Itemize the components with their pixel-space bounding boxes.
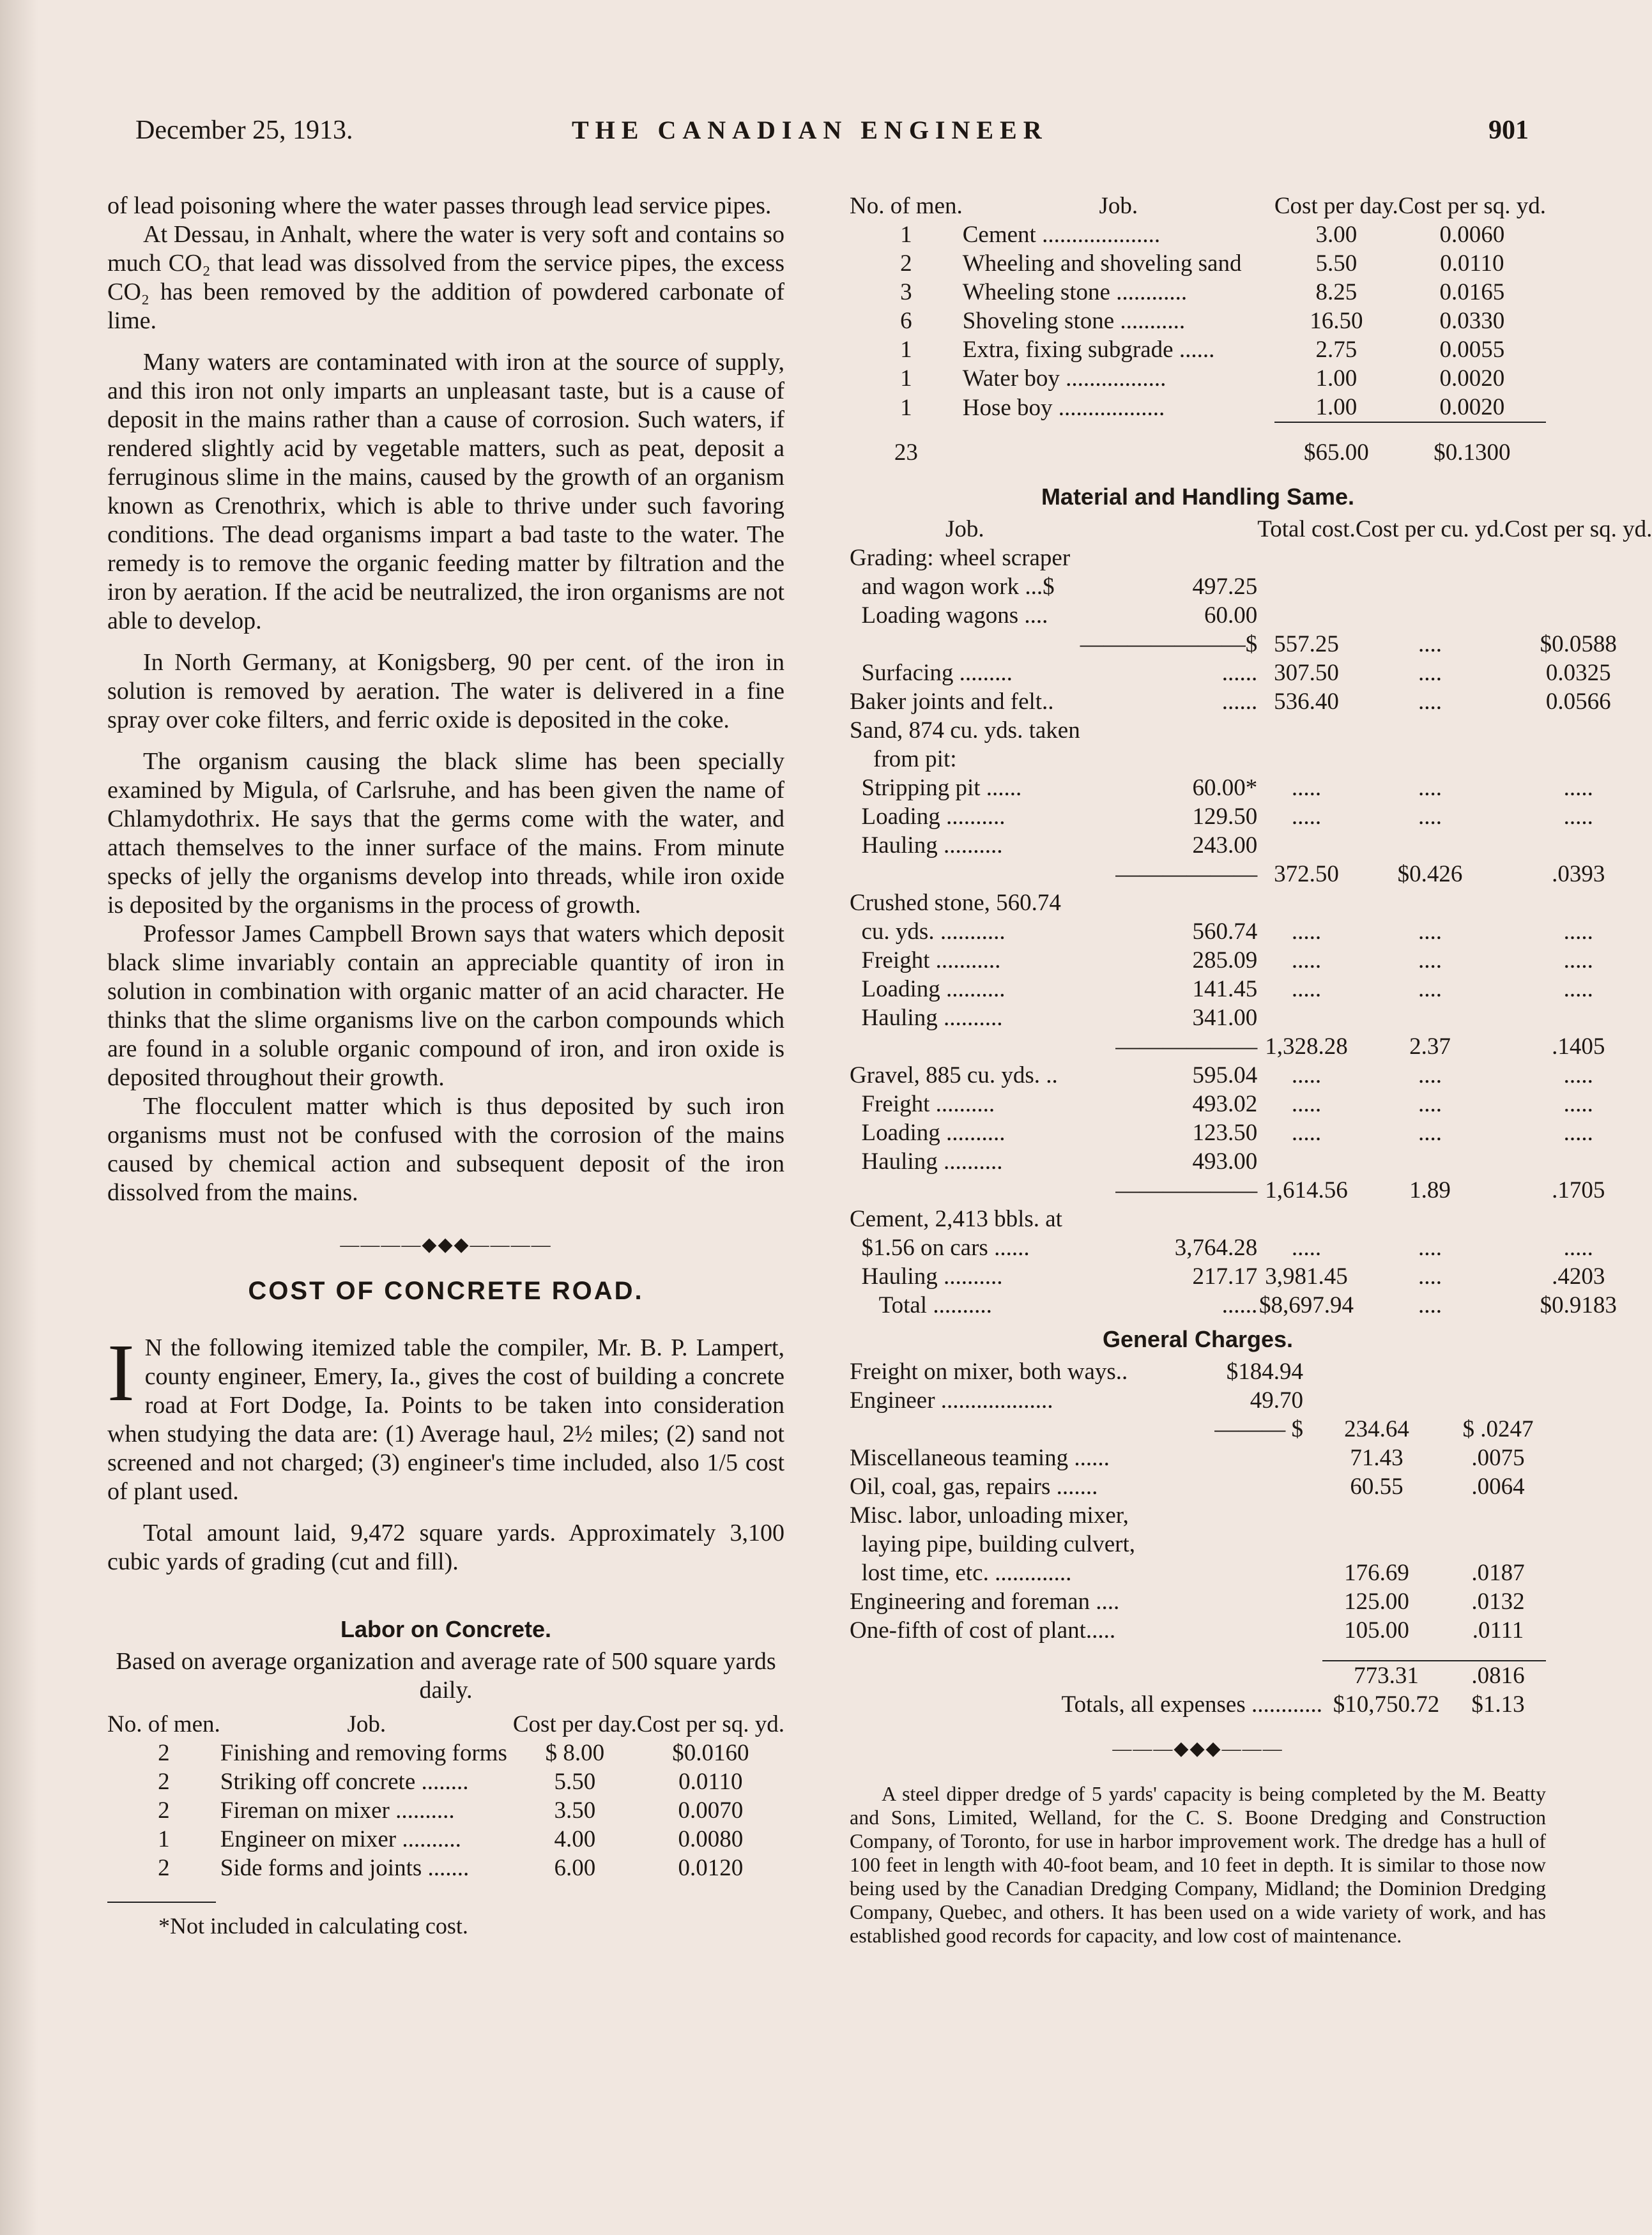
table-row: 1 Extra, fixing subgrade ...... 2.75 0.0055 [900,337,1505,363]
col-men: No. of men. [850,193,963,219]
table-row: Engineering and foreman .... 125.00 .0132 [850,1589,1525,1615]
table-row: Engineer ................... 49.70 [850,1387,1303,1414]
footnote: *Not included in calculating cost. [158,1913,468,1939]
col-total: Total cost. [1257,516,1356,542]
col-per-sq: Cost per sq. yd. [1398,193,1546,219]
col-per-sq: Cost per sq. yd. [1504,516,1652,542]
col-per-cu: Cost per cu. yd. [1355,516,1505,542]
col-job: Job. [1099,193,1138,219]
journal-title: THE CANADIAN ENGINEER [572,116,1048,144]
table-row: —————— 372.50 $0.426 .0393 [1115,861,1605,887]
table-row: Surfacing ......... ...... 307.50 .... 0.0325 [850,660,1611,686]
table-row: Gravel, 885 cu. yds. .. 595.04 ..... .... ..... [850,1062,1593,1088]
table-row: One-fifth of cost of plant..... 105.00 .0111 [850,1617,1524,1644]
table-row: Loading wagons .... 60.00 [850,602,1258,629]
col-job: Job. [945,516,984,542]
table-row: Baker joints and felt.. ...... 536.40 .... 0.0566 [850,689,1611,715]
table-row: Cement, 2,413 bbls. at [850,1206,1062,1232]
labor-subtitle: Based on average organization and average rate of 500 square yards daily. [116,1648,776,1704]
section-ornament: ————◆◆◆———— [340,1234,552,1255]
grand-total-row: Totals, all expenses ............ $10,750.72 $1.13 [1061,1691,1525,1718]
article-intro [107,1327,784,1506]
table-row: 2 Finishing and removing forms $ 8.00 $0.0160 [158,1740,749,1766]
table-row: Loading .......... 129.50 ..... .... ..... [850,804,1593,830]
general-title: General Charges. [1102,1326,1294,1352]
table-row: ———————$ 557.25 .... $0.0588 [1080,631,1617,657]
table-row: 2 Wheeling and shoveling sand 5.50 0.0110 [900,250,1504,277]
table-row: ——— $ 234.64 $ .0247 [1214,1416,1534,1442]
issue-date: December 25, 1913. [135,116,353,145]
paragraph: The organism causing the black slime has been specially examined by Migula, of Carlsruhe, and has been given the name of Chlamydothrix. He says that the germs come with the water, and attach themselves to the inner surface of the mains. From minute specks of jelly the organisms develop into threads, while iron oxide is deposited by the organisms in the process of growth. [107,748,784,919]
section-ornament: ———◆◆◆——— [1112,1738,1283,1759]
col-per-day: Cost per day. [1274,193,1398,219]
dredge-note: A steel dipper dredge of 5 yards' capacity is being completed by the M. Beatty and Sons, Limited, Welland, for the C. S. Boone Dredging and Construction Company, of Toronto, for use in harbor improvement work. The dredge has a hull of 100 feet in length with 40-foot beam, and 10 feet in depth. It is similar to those now being used by the Canadian Dredging Company, Midland; the Dominion Dredging Company, Quebec, and others. It has been used on a wide variety of work, and has established good records for capacity, and low cost of maintenance. [850,1782,1546,1947]
table-row: cu. yds. ........... 560.74 ..... .... ..... [850,919,1593,945]
col-per-day: Cost per day. [512,1711,637,1737]
labor-table [107,1710,784,1882]
table-row: Freight on mixer, both ways.. $184.94 [850,1359,1303,1385]
table-row: 6 Shoveling stone ........... 16.50 0.0330 [900,308,1505,334]
table-row: —————— 1,328.28 2.37 .1405 [1115,1034,1605,1060]
labor-title: Labor on Concrete. [340,1616,552,1642]
table-row: Hauling .......... 243.00 [850,832,1258,858]
table-row: Hauling .......... 217.17 3,981.45 .... .4203 [850,1263,1605,1290]
table-row: 3 Wheeling stone ............ 8.25 0.0165 [900,279,1505,305]
table-row: 1 Water boy ................. 1.00 0.0020 [900,365,1505,392]
total-laid: Total amount laid, 9,472 square yards. Approximately 3,100 cubic yards of grading (cut and fill). [107,1520,784,1575]
table-row: Hauling .......... 341.00 [850,1005,1258,1031]
paragraph: The flocculent matter which is thus deposited by such iron organisms must not be confused with the corrosion of the mains caused by chemical action and subsequent deposit of the iron dissolved from the mains. [107,1093,784,1206]
col-per-sq: Cost per sq. yd. [636,1711,784,1737]
table-row: lost time, etc. ............. 176.69 .0187 [850,1560,1525,1586]
material-title: Material and Handling Same. [1041,484,1355,510]
general-table [850,1357,1546,1645]
right-column [850,192,1652,1948]
col-men: No. of men. [107,1711,220,1737]
table-row: Stripping pit ...... 60.00* ..... .... ..... [850,775,1593,801]
table-row: Miscellaneous teaming ...... 71.43 .0075 [850,1445,1525,1471]
table-row: from pit: [850,746,957,772]
table-row: Sand, 874 cu. yds. taken [850,717,1080,744]
table-row: 2 Striking off concrete ........ 5.50 0.0110 [158,1769,743,1795]
table-row: Misc. labor, unloading mixer, [850,1502,1129,1529]
table-row: 1 Hose boy .................. 1.00 0.0020 [900,394,1505,421]
table-row: Freight ........... 285.09 ..... .... ..... [850,947,1593,973]
subtotal-row: 773.31 .0816 [850,1661,1546,1690]
table-row: Freight .......... 493.02 ..... .... ..... [850,1091,1593,1117]
table-row: —————— 1,614.56 1.89 .1705 [1115,1177,1605,1203]
page-number: 901 [1488,116,1529,145]
table-row: Crushed stone, 560.74 [850,890,1061,916]
paragraph: Many waters are contaminated with iron at the source of supply, and this iron not only imparts an unpleasant taste, but is a cause of deposit in the mains rather than a cause of corrosion. Such waters, if rendered slightly acid by vegetable matters, such as peat, deposit a ferruginous slime in the mains, caused by the growth of an organism known as Crenothrix, which is able to thrive under such favoring conditions. The dead organisms impart a bad taste to the water. The remedy is to remove the organic feeding matter by filtration and the iron by aeration. If the acid be neutralized, the iron organisms are not able to develop. [107,349,784,634]
paragraph: Professor James Campbell Brown says that waters which deposit black slime invariably contain an appreciable quantity of iron in solution in combination with organic matter of an acid character. He thinks that the slime organisms live on the carbon compounds which are found in a soluble organic compound of iron, and iron oxide is deposited throughout their growth. [107,920,784,1091]
table-row: laying pipe, building culvert, [850,1531,1135,1557]
table-row: $1.56 on cars ...... 3,764.28 ..... .... ..... [850,1235,1593,1261]
total-row: 23 $65.00 $0.1300 [850,422,1546,467]
footnote-rule [107,1902,216,1903]
table-row: Grading: wheel scraper [850,545,1071,571]
paragraph: In North Germany, at Konigsberg, 90 per cent. of the iron in solution is removed by aeration. The water is delivered in a fine spray over coke filters, and ferric oxide is deposited in the coke. [107,649,784,733]
paragraph: At Dessau, in Anhalt, where the water is very soft and contains so much CO₂ that lead was dissolved from the service pipes, the excess CO₂ has been removed by the addition of powdered carbonate of lime. [107,221,784,334]
table-row: 2 Fireman on mixer .......... 3.50 0.0070 [158,1797,744,1824]
left-column [107,192,784,1941]
labor-table-continued [850,192,1546,467]
table-row: and wagon work ...$ 497.25 [850,574,1258,600]
table-row: Loading .......... 141.45 ..... .... ..... [850,976,1593,1002]
table-row: 1 Cement .................... 3.00 0.0060 [900,222,1505,248]
table-row: Total .......... ...... $8,697.94 .... $0.9183 [850,1292,1617,1318]
table-row: Loading .......... 123.50 ..... .... ..... [850,1120,1593,1146]
col-job: Job. [347,1711,386,1737]
intro-text: N the following itemized table the compiler, Mr. B. P. Lampert, county engineer, Emery, Ia., gives the cost of building a concrete road at Fort Dodge, Ia. Points to be taken into consideration when studying the data are: (1) Average haul, 2½ miles; (2) sand not screened and not charged; (3) engineer's time included, also 1/5 cost of plant used. [107,1334,784,1505]
material-table [850,515,1652,1320]
table-row: Oil, coal, gas, repairs ....... 60.55 .0064 [850,1474,1525,1500]
table-row: 2 Side forms and joints ....... 6.00 0.0120 [158,1855,744,1881]
page-edge [0,0,38,2235]
table-row: Hauling .......... 493.00 [850,1148,1258,1175]
drop-cap: I [107,1327,135,1418]
paragraph: of lead poisoning where the water passes through lead service pipes. [107,192,772,219]
totals-table [850,1660,1546,1719]
article-title: COST OF CONCRETE ROAD. [248,1277,644,1305]
table-row: 1 Engineer on mixer .......... 4.00 0.0080 [158,1826,744,1852]
